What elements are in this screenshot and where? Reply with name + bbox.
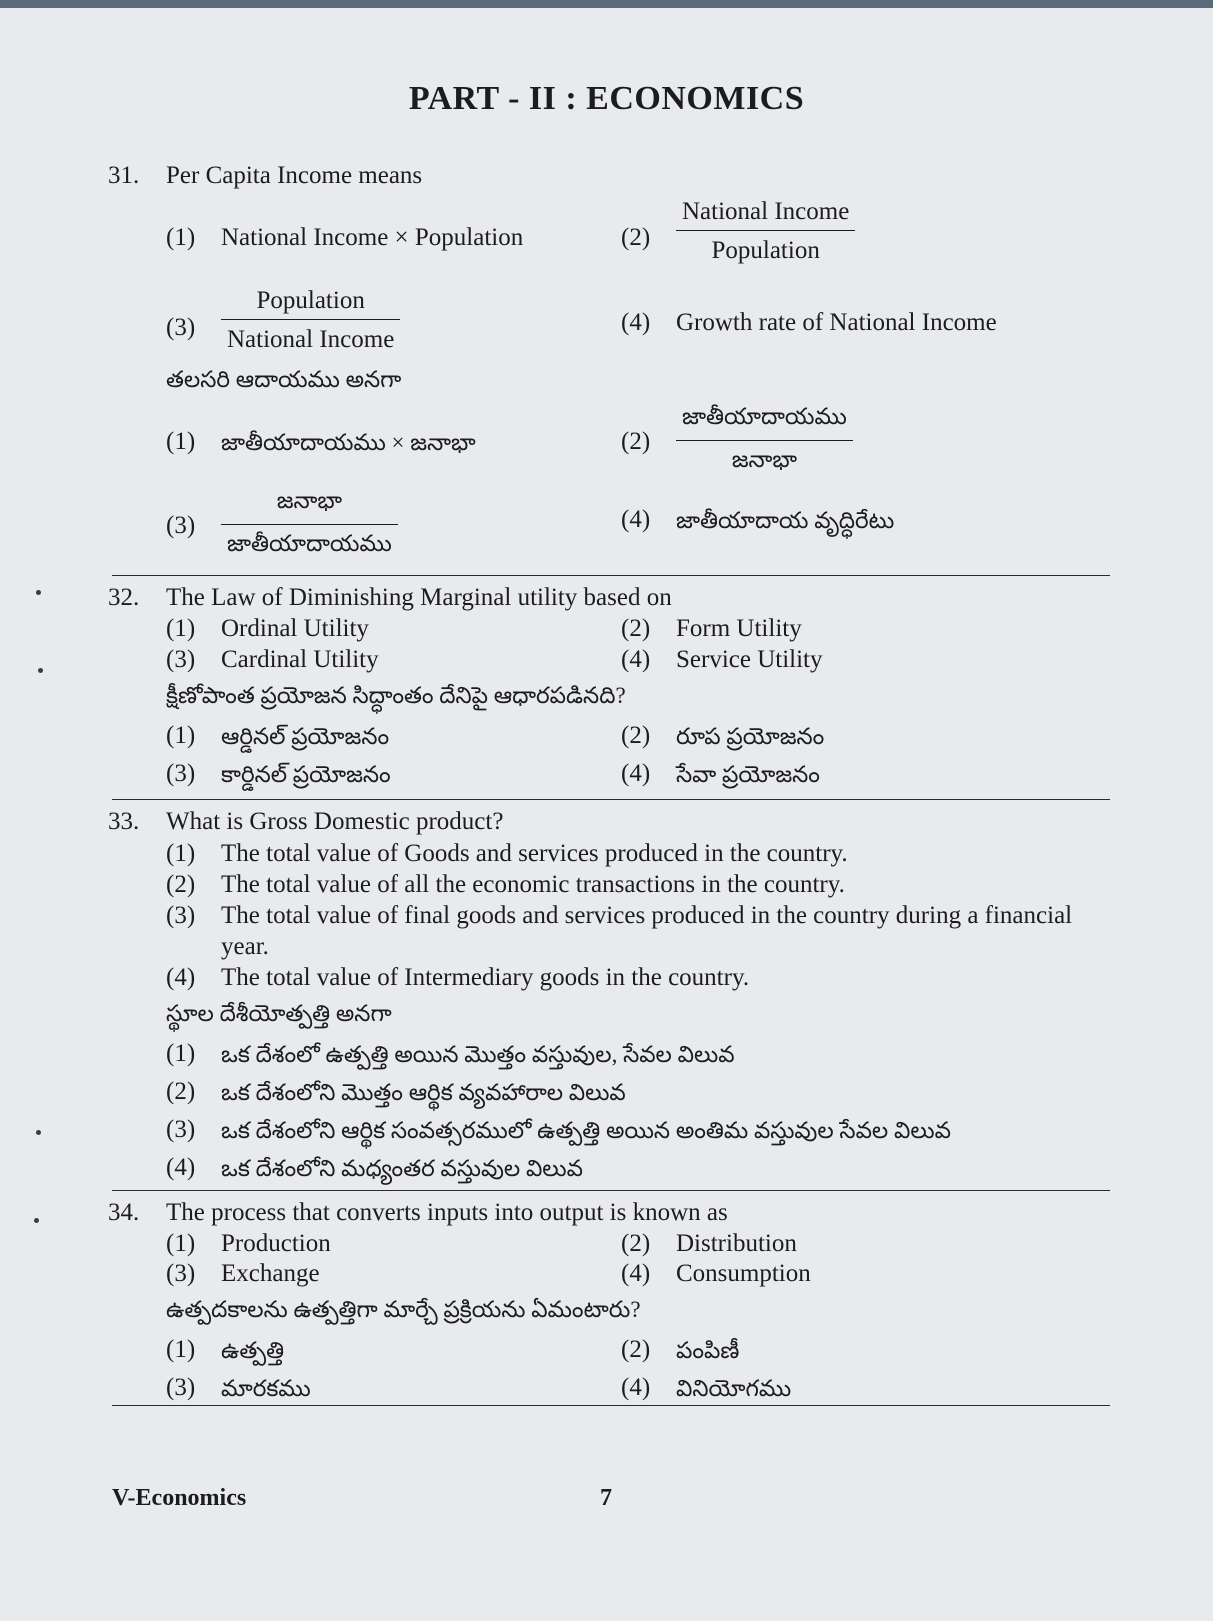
q31-opt3-fraction [221,287,400,354]
q31-te-opt2-numerator: జాతీయాదాయము [676,404,853,441]
margin-speck [36,590,41,595]
question-33-number: 33. [108,808,140,835]
q31-te-opt2-num: (2) [621,428,651,455]
question-32-text-te: క్షీణోపాంత ప్రయోజన సిద్ధాంతం దేనిపై ఆధారపడినది? [166,683,626,708]
q32-opt1-text: Ordinal Utility [221,615,369,642]
q33-te-opt1-num: (1) [166,1040,196,1067]
question-33-text: What is Gross Domestic product? [166,808,504,835]
q33-te-opt2-text: ఒక దేశంలోని మొత్తం ఆర్థిక వ్యవహారాల విలువ [221,1080,626,1105]
margin-speck [36,1130,41,1135]
question-31-number: 31. [108,162,140,189]
question-34-text-te: ఉత్పదకాలను ఉత్పత్తిగా మార్చే ప్రక్రియను ఏమంటారు? [166,1297,641,1322]
q31-opt1-text: National Income × Population [221,224,524,251]
question-34-text: The process that converts inputs into output is known as [166,1199,728,1226]
q31-te-opt3-num: (3) [166,512,196,539]
q33-opt3-num: (3) [166,902,196,929]
q33-opt3-text: The total value of final goods and services produced in the country during a financial [221,902,1073,929]
q33-opt1-text: The total value of Goods and services produced in the country. [221,840,848,867]
q32-opt1-num: (1) [166,615,196,642]
q32-opt3-num: (3) [166,646,196,673]
margin-speck [38,668,43,673]
question-32-number: 32. [108,584,140,611]
q33-te-opt4-text: ఒక దేశంలోని మధ్యంతర వస్తువుల విలువ [221,1156,583,1181]
q31-te-opt4-text: జాతీయాదాయ వృద్ధిరేటు [676,508,895,533]
q31-opt2-denominator: Population [711,237,820,264]
q33-opt2-text: The total value of all the economic transactions in the country. [221,871,845,898]
divider-32 [112,799,1110,800]
q32-opt2-num: (2) [621,615,651,642]
q34-opt4-num: (4) [621,1260,651,1287]
question-34-number: 34. [108,1199,140,1226]
q33-te-opt2-num: (2) [166,1078,196,1105]
q33-te-opt1-text: ఒక దేశంలో ఉత్పత్తి అయిన మొత్తం వస్తువుల, సేవల విలువ [221,1042,735,1067]
question-31-text: Per Capita Income means [166,162,423,189]
q34-opt3-num: (3) [166,1260,196,1287]
q31-te-opt1-text: జాతీయాదాయము × జనాభా [221,430,476,455]
question-31-text-te: తలసరి ఆదాయము అనగా [166,367,402,392]
footer-subject: V-Economics [112,1485,247,1511]
q31-te-opt4-num: (4) [621,506,651,533]
q31-opt2-fraction [676,198,855,265]
footer-page-number: 7 [600,1485,612,1511]
q32-opt3-text: Cardinal Utility [221,646,379,673]
q34-opt2-num: (2) [621,1230,651,1257]
q34-te-opt3-num: (3) [166,1374,196,1401]
q32-te-opt1-num: (1) [166,722,196,749]
q31-opt2-numerator: National Income [676,198,855,231]
q34-te-opt3-text: మారకము [221,1376,311,1401]
question-33-text-te: స్థూల దేశీయోత్పత్తి అనగా [166,1001,392,1026]
q31-te-opt3-fraction [221,488,398,563]
q34-opt1-num: (1) [166,1230,196,1257]
q34-opt3-text: Exchange [221,1260,320,1287]
q31-opt3-numerator: Population [221,287,400,320]
q32-te-opt2-num: (2) [621,722,651,749]
q31-opt3-denominator: National Income [227,326,395,353]
q31-opt2-num: (2) [621,224,651,251]
q32-opt2-text: Form Utility [676,615,802,642]
q32-te-opt3-text: కార్డినల్ ప్రయోజనం [221,762,391,787]
q32-te-opt2-text: రూప ప్రయోజనం [676,724,825,749]
margin-speck [34,1218,39,1223]
q32-opt4-text: Service Utility [676,646,823,673]
q32-te-opt4-num: (4) [621,760,651,787]
q31-te-opt1-num: (1) [166,428,196,455]
page-title: PART - II : ECONOMICS [408,80,805,117]
question-32-text: The Law of Diminishing Marginal utility based on [166,584,672,611]
q32-opt4-num: (4) [621,646,651,673]
q34-opt2-text: Distribution [676,1230,797,1257]
q31-te-opt2-denominator: జనాభా [731,447,798,472]
q32-te-opt4-text: సేవా ప్రయోజనం [676,762,820,787]
q32-te-opt3-num: (3) [166,760,196,787]
q34-te-opt2-num: (2) [621,1336,651,1363]
q32-te-opt1-text: ఆర్డినల్ ప్రయోజనం [221,724,390,749]
q34-te-opt1-text: ఉత్పత్తి [221,1338,285,1363]
q31-opt1-num: (1) [166,224,196,251]
q31-te-opt3-denominator: జాతీయాదాయము [227,531,392,556]
q31-opt4-text: Growth rate of National Income [676,309,997,336]
q33-te-opt3-num: (3) [166,1116,196,1143]
q33-te-opt3-text: ఒక దేశంలోని ఆర్థిక సంవత్సరములో ఉత్పత్తి అయిన అంతిమ వస్తువుల సేవల విలువ [221,1118,951,1143]
q34-te-opt4-text: వినియోగము [676,1376,792,1401]
q34-te-opt2-text: పంపిణీ [676,1338,740,1363]
scan-top-edge [0,0,1213,8]
q31-te-opt2-fraction [676,404,853,479]
q33-opt1-num: (1) [166,840,196,867]
divider-31 [112,575,1110,576]
q33-te-opt4-num: (4) [166,1154,196,1181]
q34-opt4-text: Consumption [676,1260,811,1287]
q31-opt3-num: (3) [166,314,196,341]
q33-opt3-text-cont: year. [221,933,269,960]
q33-opt4-text: The total value of Intermediary goods in the country. [221,964,750,991]
q33-opt4-num: (4) [166,964,196,991]
divider-33 [112,1190,1110,1191]
q34-opt1-text: Production [221,1230,331,1257]
q31-te-opt3-numerator: జనాభా [221,488,398,525]
q34-te-opt4-num: (4) [621,1374,651,1401]
q34-te-opt1-num: (1) [166,1336,196,1363]
q33-opt2-num: (2) [166,871,196,898]
divider-34 [112,1405,1110,1406]
q31-opt4-num: (4) [621,309,651,336]
